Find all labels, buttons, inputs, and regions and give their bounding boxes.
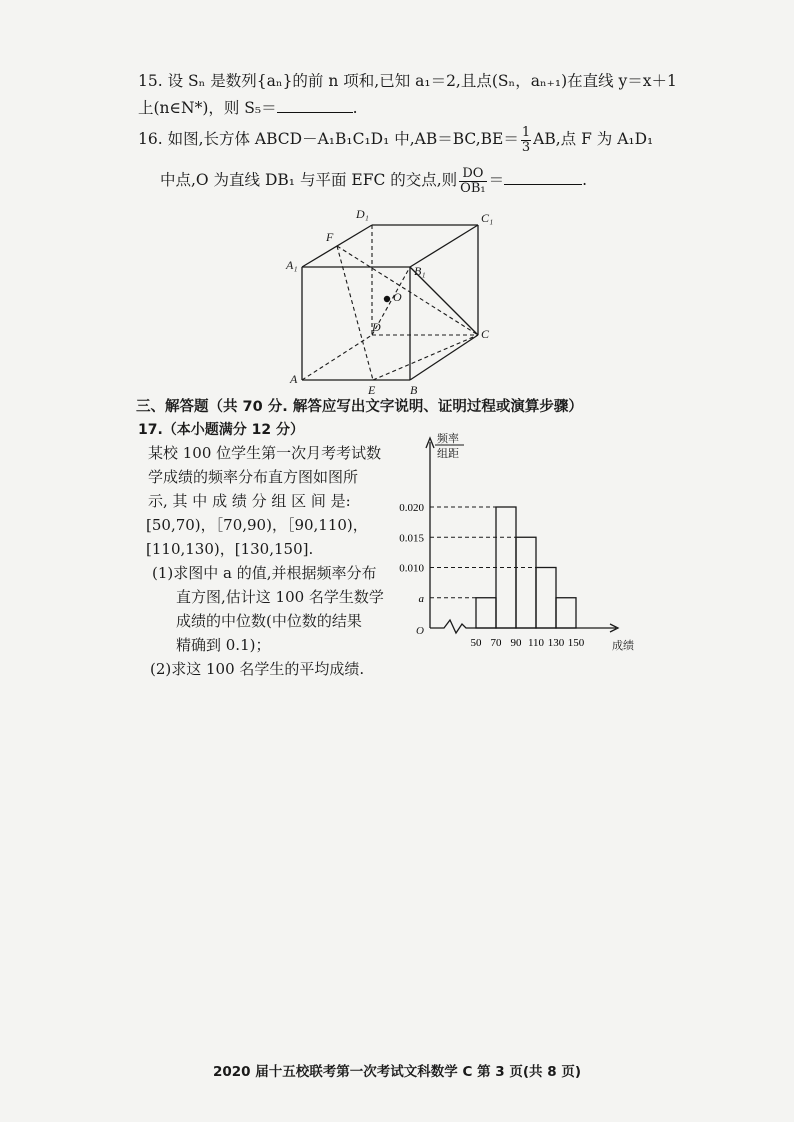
q15-answer-blank[interactable] bbox=[277, 98, 353, 113]
q17-body-line: [50,70)，［70,90)，［90,110)， bbox=[146, 516, 368, 534]
y-tick-label: 0.020 bbox=[399, 502, 424, 514]
q15-line1 bbox=[138, 71, 677, 91]
segment-EC-hidden bbox=[373, 335, 478, 380]
x-axis bbox=[430, 620, 616, 633]
x-tick-label: 150 bbox=[567, 637, 585, 649]
histogram-bar bbox=[476, 598, 496, 628]
q16-line2 bbox=[160, 164, 587, 196]
fraction-numerator: 1 bbox=[521, 124, 531, 140]
segment-FC-hidden bbox=[337, 246, 478, 335]
cuboid-figure bbox=[280, 205, 510, 400]
q16-fraction bbox=[521, 126, 531, 155]
label-E: E bbox=[368, 383, 376, 397]
q17-body-line: [110,130)，[130,150]. bbox=[146, 540, 314, 558]
q16-equals: ＝ bbox=[488, 171, 505, 189]
q17-part2: (2)求这 100 名学生的平均成绩. bbox=[150, 660, 365, 678]
histogram-bar bbox=[496, 507, 516, 628]
edge-BC bbox=[410, 335, 478, 380]
histogram-bar bbox=[536, 568, 556, 629]
q17-body-line: 某校 100 位学生第一次月考考试数 bbox=[148, 444, 382, 462]
ratio-denominator: OB₁ bbox=[460, 180, 486, 196]
x-tick-label: 110 bbox=[527, 637, 545, 649]
q17-body-line: 学成绩的频率分布直方图如图所 bbox=[148, 468, 359, 486]
label-D: D bbox=[372, 320, 381, 334]
label-A1: A₁ bbox=[286, 258, 298, 272]
q17-part1-line: 成绩的中位数(中位数的结果 bbox=[176, 612, 362, 630]
histogram-bar bbox=[556, 598, 576, 628]
q16-answer-blank[interactable] bbox=[504, 170, 582, 185]
q16-text-3: 中点,O 为直线 DB₁ 与平面 EFC 的交点,则 bbox=[160, 171, 458, 189]
fraction-denominator: 3 bbox=[521, 139, 531, 155]
q17-header: 17.（本小题满分 12 分） bbox=[138, 422, 305, 438]
x-tick-label: 70 bbox=[490, 637, 502, 649]
label-D1: D₁ bbox=[356, 207, 369, 221]
q16-period: . bbox=[582, 171, 588, 189]
page-footer: 2020 届十五校联考第一次考试文科数学 C 第 3 页(共 8 页) bbox=[212, 1064, 581, 1080]
q17-part1-line: (1)求图中 a 的值,并根据频率分布 bbox=[152, 564, 377, 582]
x-label: 成绩 bbox=[612, 640, 634, 652]
label-O: O bbox=[393, 290, 402, 304]
label-C: C bbox=[481, 327, 490, 341]
x-tick-label: 130 bbox=[547, 637, 565, 649]
q15-period: . bbox=[352, 99, 358, 117]
origin-label: O bbox=[416, 625, 424, 637]
q16-ratio bbox=[459, 167, 486, 196]
y-label-denominator: 组距 bbox=[437, 448, 459, 460]
point-O bbox=[384, 296, 390, 302]
y-label-numerator: 频率 bbox=[437, 433, 459, 445]
q15-text-2: 上(n∈N*)，则 S₅＝ bbox=[138, 99, 277, 117]
frequency-histogram bbox=[388, 428, 638, 660]
q17-body-line: 示, 其 中 成 绩 分 组 区 间 是: bbox=[148, 492, 351, 510]
histogram-bar bbox=[516, 537, 536, 628]
y-tick-label: 0.010 bbox=[399, 562, 424, 575]
edge-B1C1 bbox=[410, 225, 478, 267]
q16-line1 bbox=[138, 124, 653, 155]
edge-AD-hidden bbox=[302, 335, 372, 380]
label-B1: B₁ bbox=[414, 264, 426, 278]
q16-text-2: AB,点 F 为 A₁D₁ bbox=[533, 130, 654, 148]
label-B: B bbox=[410, 383, 418, 397]
segment-FE-hidden bbox=[337, 246, 373, 380]
x-tick-label: 90 bbox=[510, 637, 522, 649]
label-F: F bbox=[326, 230, 334, 244]
q17-part1-line: 精确到 0.1)； bbox=[176, 636, 271, 654]
q17-part1-line: 直方图,估计这 100 名学生数学 bbox=[176, 588, 384, 606]
y-tick-label: 0.015 bbox=[399, 532, 424, 545]
label-A: A bbox=[290, 372, 298, 386]
x-tick-label: 50 bbox=[470, 637, 482, 649]
ratio-numerator: DO bbox=[459, 167, 486, 182]
q15-line2 bbox=[138, 98, 358, 118]
q16-text: 16. 如图,长方体 ABCD－A₁B₁C₁D₁ 中,AB＝BC,BE＝ bbox=[138, 130, 519, 148]
label-C1: C₁ bbox=[481, 211, 494, 225]
q15-text: 15. 设 Sₙ 是数列{aₙ}的前 n 项和,已知 a₁＝2,且点(Sₙ，aₙ₊₁)在直线 y＝x＋1 bbox=[138, 72, 677, 90]
section-3-header: 三、解答题（共 70 分. 解答应写出文字说明、证明过程或演算步骤） bbox=[136, 399, 583, 415]
y-tick-label: a bbox=[418, 592, 424, 605]
